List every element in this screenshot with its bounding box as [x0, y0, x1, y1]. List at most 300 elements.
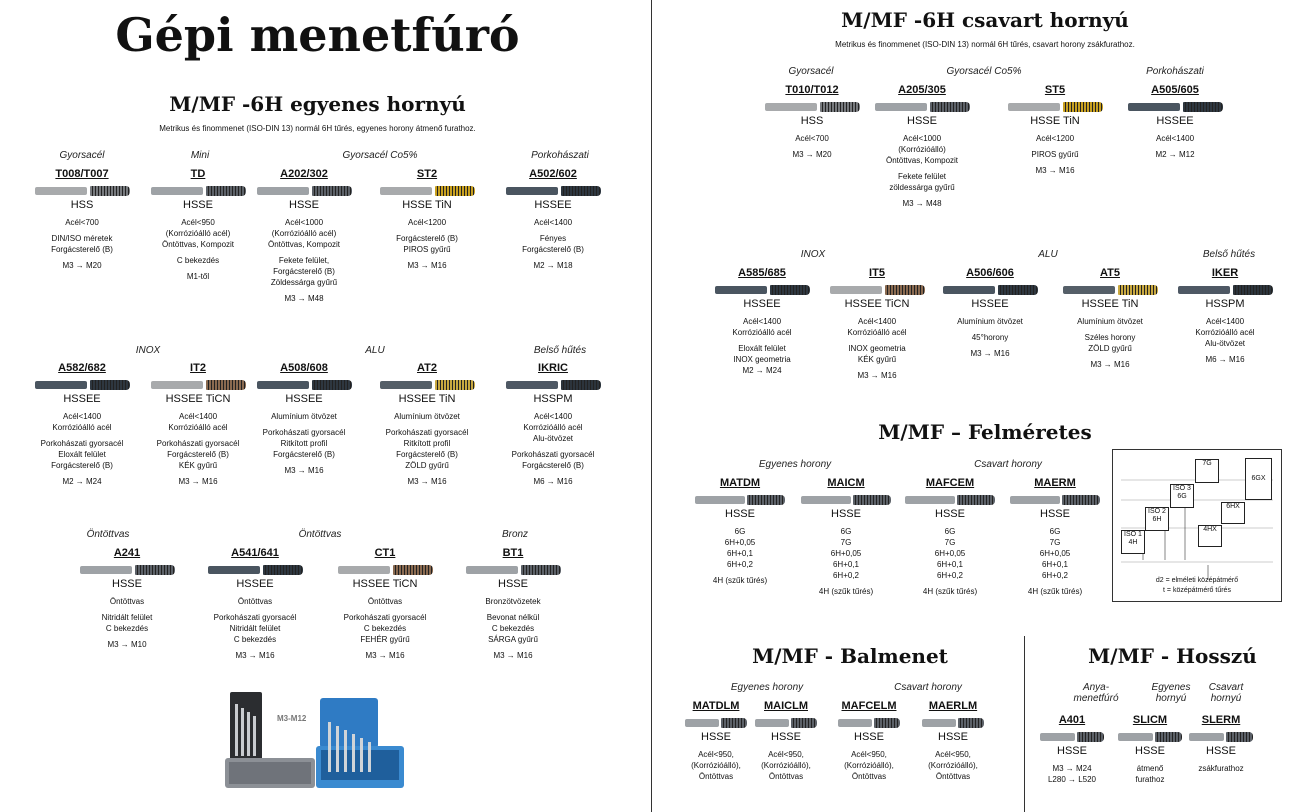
- product-ct1: [330, 546, 440, 661]
- tap-image: [838, 717, 900, 729]
- description-line: M3 → M20: [62, 261, 102, 270]
- description-line: M3 → M16: [178, 477, 218, 486]
- description-line: Forgácsterelő (B): [51, 245, 113, 254]
- product-code: A505/605: [1151, 84, 1199, 96]
- material-grade: HSSPM: [533, 393, 573, 405]
- description-line: 4H (szűk tűrés): [922, 587, 978, 596]
- tap-thread: [1233, 285, 1273, 295]
- description-line: Acél<950,: [935, 750, 971, 759]
- description-line: Acél<1400: [857, 317, 897, 326]
- description-line: Alu-ötvözet: [532, 434, 574, 443]
- legend-box-7g: 7G: [1195, 459, 1219, 483]
- description-line: C bekezdés: [176, 256, 220, 265]
- description-line: M3 → M16: [365, 651, 405, 660]
- material-grade: HSSE: [1040, 508, 1070, 520]
- description-line: 6H+0,2: [832, 571, 860, 580]
- category-label: Egyenes horony: [758, 459, 832, 470]
- product-code: MAFCELM: [841, 700, 897, 712]
- description-line: 6H+0,1: [1041, 560, 1069, 569]
- description-line: KÉK gyűrű: [178, 461, 218, 470]
- material-grade: HSSEE: [534, 199, 572, 211]
- product-description: [1170, 316, 1280, 365]
- tap-image: [943, 284, 1038, 296]
- material-grade: HSSEE: [236, 578, 274, 590]
- product-slerm: [1184, 713, 1258, 774]
- material-grade: HSSEE TiCN: [165, 393, 231, 405]
- category-label: Csavart horony: [974, 459, 1042, 470]
- tap-image: [506, 185, 601, 197]
- description-line: PIROS gyűrű: [403, 245, 451, 254]
- tap-shank: [257, 187, 309, 195]
- product-t010-t012: [757, 83, 867, 160]
- product-code: MAICM: [827, 477, 865, 489]
- description-line: Fekete felület,: [278, 256, 330, 265]
- product-description: [458, 596, 568, 661]
- tap-image: [755, 717, 817, 729]
- description-line: Öntöttvas: [851, 772, 887, 781]
- product-it2: [143, 361, 253, 487]
- material-grade: HSS: [800, 115, 824, 127]
- tap-image: [765, 101, 860, 113]
- description-line: Porkohászati gyorsacél: [511, 450, 595, 459]
- description-line: Korrózióálló acél: [847, 328, 907, 337]
- tap-thread: [1155, 732, 1182, 742]
- description-line: (Korrózióálló),: [844, 761, 894, 770]
- product-maerm: [1005, 476, 1105, 597]
- tap-shank: [151, 187, 203, 195]
- tap-image: [685, 717, 747, 729]
- tap-shank: [35, 381, 87, 389]
- tap-thread: [874, 718, 900, 728]
- description-line: Széles horony: [1084, 333, 1136, 342]
- product-description: [498, 411, 608, 487]
- description-line: Forgácsterelő (B): [273, 267, 335, 276]
- description-line: M3 → M24: [1052, 764, 1092, 773]
- category-label: Porkohászati: [1146, 66, 1204, 77]
- description-line: M3 → M16: [1035, 166, 1075, 175]
- legend-note-d2: d2 = elméleti középátmérő: [1155, 577, 1239, 584]
- product-description: [935, 316, 1045, 359]
- description-line: Acél<1200: [1035, 134, 1075, 143]
- description-line: 6H+0,1: [726, 549, 754, 558]
- description-line: Bevonat nélkül: [486, 613, 540, 622]
- product-code: A506/606: [966, 267, 1014, 279]
- product-description: [200, 596, 310, 661]
- tap-shank: [943, 286, 995, 294]
- product-code: AT5: [1100, 267, 1120, 279]
- description-line: Alumínium ötvözet: [271, 412, 337, 421]
- product-description: [917, 749, 989, 782]
- material-grade: HSSE TiN: [402, 199, 452, 211]
- tap-shank: [208, 566, 260, 574]
- material-grade: HSSE TiN: [1030, 115, 1080, 127]
- tap-thread: [521, 565, 561, 575]
- tap-shank: [695, 496, 745, 504]
- description-line: M3 → M20: [792, 150, 832, 159]
- description-line: Nitridált felület: [101, 613, 153, 622]
- description-line: Forgácsterelő (B): [396, 450, 458, 459]
- description-line: (Korrózióálló acél): [271, 229, 337, 238]
- description-line: Porkohászati gyorsacél: [262, 428, 346, 437]
- tap-shank: [1008, 103, 1060, 111]
- description-line: M3 → M16: [970, 349, 1010, 358]
- tap-image: [466, 564, 561, 576]
- tap-image: [905, 494, 995, 506]
- product-iker: [1170, 266, 1280, 365]
- category-label: Csavart horony: [894, 682, 962, 693]
- description-line: Alumínium ötvözet: [394, 412, 460, 421]
- legend-box-6gx: 6GX: [1245, 458, 1272, 500]
- description-line: M6 → M16: [1205, 355, 1245, 364]
- tap-image: [151, 185, 246, 197]
- description-line: Korrózióálló acél: [523, 423, 583, 432]
- description-line: 6G: [840, 527, 852, 536]
- product-matdlm: [680, 699, 752, 782]
- tap-thread: [820, 102, 860, 112]
- product-description: [750, 749, 822, 782]
- description-line: 6G: [944, 527, 956, 536]
- description-line: 6H+0,05: [934, 549, 966, 558]
- description-line: M2 → M24: [742, 366, 782, 375]
- description-line: M3 → M16: [284, 466, 324, 475]
- product-description: [249, 411, 359, 476]
- description-line: zöldessárga gyűrű: [889, 183, 955, 192]
- tap-image: [257, 379, 352, 391]
- description-line: Forgácsterelő (B): [522, 461, 584, 470]
- category-label: ALU: [1038, 249, 1058, 260]
- material-grade: HSSE: [831, 508, 861, 520]
- description-line: L280 → L520: [1047, 775, 1097, 784]
- description-line: Acél<1400: [62, 412, 102, 421]
- category-label: Gyorsacél: [788, 66, 834, 77]
- legend-box-iso1: ISO 1 4H: [1121, 530, 1145, 554]
- product-a505-605: [1120, 83, 1230, 160]
- tap-shank: [380, 381, 432, 389]
- tap-shank: [506, 381, 558, 389]
- description-line: 4H (szűk tűrés): [1027, 587, 1083, 596]
- category-label: Gyorsacél Co5%: [946, 66, 1022, 77]
- product-description: [1184, 763, 1258, 774]
- product-description: [1120, 133, 1230, 160]
- description-line: 7G: [944, 538, 956, 547]
- description-line: Forgácsterelő (B): [273, 450, 335, 459]
- description-line: Acél<1400: [178, 412, 218, 421]
- description-line: Acél<1400: [533, 412, 573, 421]
- product-code: A401: [1058, 714, 1086, 726]
- material-grade: HSSE: [1057, 745, 1087, 757]
- description-line: Forgácsterelő (B): [396, 234, 458, 243]
- product-description: [143, 411, 253, 487]
- description-line: Alu-ötvözet: [1204, 339, 1246, 348]
- description-line: INOX geometria: [848, 344, 906, 353]
- product-a241: [72, 546, 182, 650]
- tap-thread: [1077, 732, 1104, 742]
- description-line: Öntöttvas, Kompozit: [161, 240, 235, 249]
- tap-thread: [206, 186, 246, 196]
- tap-thread: [1062, 495, 1100, 505]
- tap-shank: [1189, 733, 1224, 741]
- description-line: 6H+0,2: [1041, 571, 1069, 580]
- product-bt1: [458, 546, 568, 661]
- tap-thread: [791, 718, 817, 728]
- product-description: [833, 749, 905, 782]
- description-line: M3 → M48: [902, 199, 942, 208]
- legend-box-6hx: 6HX: [1221, 502, 1245, 524]
- product-description: [867, 133, 977, 209]
- tap-image: [1189, 731, 1253, 743]
- product-description: [27, 411, 137, 487]
- product-a585-685: [707, 266, 817, 376]
- tap-image: [1178, 284, 1273, 296]
- product-code: SLICM: [1132, 714, 1168, 726]
- tap-thread: [853, 495, 891, 505]
- legend-box-4hx: 4HX: [1198, 525, 1222, 547]
- product-code: A202/302: [280, 168, 328, 180]
- product-description: [143, 217, 253, 282]
- tap-shank: [685, 719, 719, 727]
- product-code: A502/602: [529, 168, 577, 180]
- description-line: (Korrózióálló),: [691, 761, 741, 770]
- description-line: 6G: [734, 527, 746, 536]
- description-line: M2 → M24: [62, 477, 102, 486]
- tap-image: [1040, 731, 1104, 743]
- legend-box-iso2: ISO 2 6H: [1145, 507, 1169, 531]
- tap-thread: [312, 186, 352, 196]
- description-line: Korrózióálló acél: [52, 423, 112, 432]
- description-line: 6H+0,2: [936, 571, 964, 580]
- section-subtitle-straight: Metrikus és finommenet (ISO-DIN 13) normál 6H tűrés, egyenes horony átmenő furathoz.: [159, 124, 476, 133]
- description-line: PIROS gyűrű: [1031, 150, 1079, 159]
- description-line: M2 → M18: [533, 261, 573, 270]
- tap-shank: [1118, 733, 1153, 741]
- product-code: A585/685: [738, 267, 786, 279]
- product-code: T008/T007: [55, 168, 109, 180]
- tap-shank: [1040, 733, 1075, 741]
- description-line: 45°horony: [971, 333, 1009, 342]
- tap-image: [380, 379, 475, 391]
- category-label: INOX: [800, 249, 826, 260]
- description-line: M3 → M16: [235, 651, 275, 660]
- material-grade: HSSE: [771, 731, 801, 743]
- section-title-oversize: M/MF – Felméretes: [878, 420, 1092, 444]
- material-grade: HSSE: [701, 731, 731, 743]
- description-line: Öntöttvas, Kompozit: [885, 156, 959, 165]
- product-st2: [372, 167, 482, 271]
- product-description: [900, 526, 1000, 597]
- tap-image: [1118, 731, 1182, 743]
- tap-thread: [263, 565, 303, 575]
- product-a508-608: [249, 361, 359, 476]
- description-line: ZÖLD gyűrű: [1088, 344, 1132, 353]
- tap-shank: [715, 286, 767, 294]
- product-description: [1000, 133, 1110, 176]
- description-line: INOX geometria: [733, 355, 791, 364]
- product-a502-602: [498, 167, 608, 271]
- tap-shank: [380, 187, 432, 195]
- category-label: Mini: [190, 150, 210, 161]
- product-mafcelm: [833, 699, 905, 782]
- description-line: (Korrózióálló),: [928, 761, 978, 770]
- product-code: AT2: [417, 362, 437, 374]
- product-code: T010/T012: [785, 84, 839, 96]
- tap-set-blue-case: [316, 698, 406, 790]
- product-description: [1055, 316, 1165, 370]
- tap-shank: [338, 566, 390, 574]
- tap-shank: [801, 496, 851, 504]
- material-grade: HSSE: [907, 115, 937, 127]
- description-line: 7G: [840, 538, 852, 547]
- material-grade: HSSEE: [1156, 115, 1194, 127]
- category-label: Gyorsacél: [59, 150, 105, 161]
- category-label: Öntöttvas: [298, 529, 342, 540]
- tap-image: [35, 379, 130, 391]
- product-description: [707, 316, 817, 376]
- tap-image: [35, 185, 130, 197]
- tap-thread: [561, 380, 601, 390]
- tap-thread: [885, 285, 925, 295]
- product-code: A205/305: [898, 84, 946, 96]
- description-line: Öntöttvas: [935, 772, 971, 781]
- product-ikric: [498, 361, 608, 487]
- description-line: Nitridált felület: [229, 624, 281, 633]
- bottom-right-divider: [1024, 636, 1025, 812]
- material-grade: HSSE: [112, 578, 142, 590]
- tap-shank: [1178, 286, 1230, 294]
- legend-note-t: t = középátmérő tűrés: [1163, 587, 1231, 594]
- description-line: Porkohászati gyorsacél: [343, 613, 427, 622]
- material-grade: HSSE: [1206, 745, 1236, 757]
- description-line: 7G: [1049, 538, 1061, 547]
- tap-shank: [35, 187, 87, 195]
- tap-image: [208, 564, 303, 576]
- description-line: Acél<950,: [698, 750, 734, 759]
- product-code: IKRIC: [538, 362, 568, 374]
- tap-thread: [435, 186, 475, 196]
- legend-box-iso3: ISO 3 6G: [1170, 484, 1194, 508]
- tap-image: [695, 494, 785, 506]
- product-code: ST2: [416, 168, 438, 180]
- product-code: IKER: [1211, 267, 1239, 279]
- tap-shank: [1128, 103, 1180, 111]
- page-title: Gépi menetfúró: [115, 8, 520, 62]
- material-grade: HSSEE TiN: [398, 393, 456, 405]
- product-description: [680, 749, 752, 782]
- tap-thread: [1226, 732, 1253, 742]
- product-description: [1005, 526, 1105, 597]
- description-line: Acél<1000: [284, 218, 324, 227]
- description-line: M3 → M16: [857, 371, 897, 380]
- tap-shank: [257, 381, 309, 389]
- product-description: [372, 217, 482, 271]
- product-matdm: [690, 476, 790, 586]
- description-line: Öntöttvas, Kompozit: [267, 240, 341, 249]
- tap-image: [1008, 101, 1103, 113]
- product-a582-682: [27, 361, 137, 487]
- description-line: FEHÉR gyűrű: [360, 635, 410, 644]
- product-description: [372, 411, 482, 487]
- description-line: Acél<1400: [742, 317, 782, 326]
- description-line: M1-től: [186, 272, 210, 281]
- tap-shank: [765, 103, 817, 111]
- tap-thread: [90, 380, 130, 390]
- description-line: Acél<1400: [1205, 317, 1245, 326]
- category-label: INOX: [135, 345, 161, 356]
- tap-thread: [721, 718, 747, 728]
- description-line: Forgácsterelő (B): [51, 461, 113, 470]
- tap-image: [830, 284, 925, 296]
- material-grade: HSSEE TiN: [1081, 298, 1139, 310]
- product-mafcem: [900, 476, 1000, 597]
- product-code: IT2: [190, 362, 206, 374]
- material-grade: HSSE: [1135, 745, 1165, 757]
- description-line: Acél<950: [181, 218, 215, 227]
- category-label: Belső hűtés: [533, 345, 587, 356]
- material-grade: HSSEE: [63, 393, 101, 405]
- product-at5: [1055, 266, 1165, 370]
- product-code: MAFCEM: [925, 477, 975, 489]
- product-a202-302: [249, 167, 359, 304]
- tap-image: [1063, 284, 1158, 296]
- product-description: [796, 526, 896, 597]
- material-grade: HSSPM: [1205, 298, 1245, 310]
- material-grade: HSSE: [289, 199, 319, 211]
- section-title-long: M/MF - Hosszú: [1088, 644, 1257, 668]
- tap-thread: [1063, 102, 1103, 112]
- description-line: Porkohászati gyorsacél: [213, 613, 297, 622]
- description-line: Alumínium ötvözet: [957, 317, 1023, 326]
- material-grade: HSSEE: [971, 298, 1009, 310]
- product-slicm: [1113, 713, 1187, 785]
- material-grade: HSSE: [854, 731, 884, 743]
- tap-thread: [135, 565, 175, 575]
- product-maerlm: [917, 699, 989, 782]
- material-grade: HSSEE: [743, 298, 781, 310]
- description-line: Acél<950,: [768, 750, 804, 759]
- category-label: Belső hűtés: [1202, 249, 1256, 260]
- tap-thread: [561, 186, 601, 196]
- product-a401: [1035, 713, 1109, 785]
- description-line: Korrózióálló acél: [168, 423, 228, 432]
- tap-thread: [770, 285, 810, 295]
- product-code: IT5: [869, 267, 885, 279]
- material-grade: HSSEE: [285, 393, 323, 405]
- description-line: Öntöttvas: [109, 597, 145, 606]
- product-code: SLERM: [1201, 714, 1241, 726]
- description-line: Porkohászati gyorsacél: [40, 439, 124, 448]
- description-line: 4H (szűk tűrés): [712, 576, 768, 585]
- description-line: C bekezdés: [491, 624, 535, 633]
- tap-image: [257, 185, 352, 197]
- description-line: Porkohászati gyorsacél: [385, 428, 469, 437]
- category-label: Egyenes hornyú: [1151, 682, 1191, 704]
- product-description: [330, 596, 440, 661]
- description-line: Öntöttvas: [237, 597, 273, 606]
- material-grade: HSSE: [498, 578, 528, 590]
- description-line: Öntöttvas: [367, 597, 403, 606]
- tap-shank: [922, 719, 956, 727]
- product-code: BT1: [502, 547, 524, 559]
- tap-image: [151, 379, 246, 391]
- description-line: Acél<700: [795, 134, 829, 143]
- tap-thread: [957, 495, 995, 505]
- product-description: [72, 596, 182, 650]
- tap-image: [338, 564, 433, 576]
- tap-shank: [151, 381, 203, 389]
- product-a541-641: [200, 546, 310, 661]
- description-line: C bekezdés: [233, 635, 277, 644]
- description-line: Öntöttvas: [768, 772, 804, 781]
- product-td: [143, 167, 253, 282]
